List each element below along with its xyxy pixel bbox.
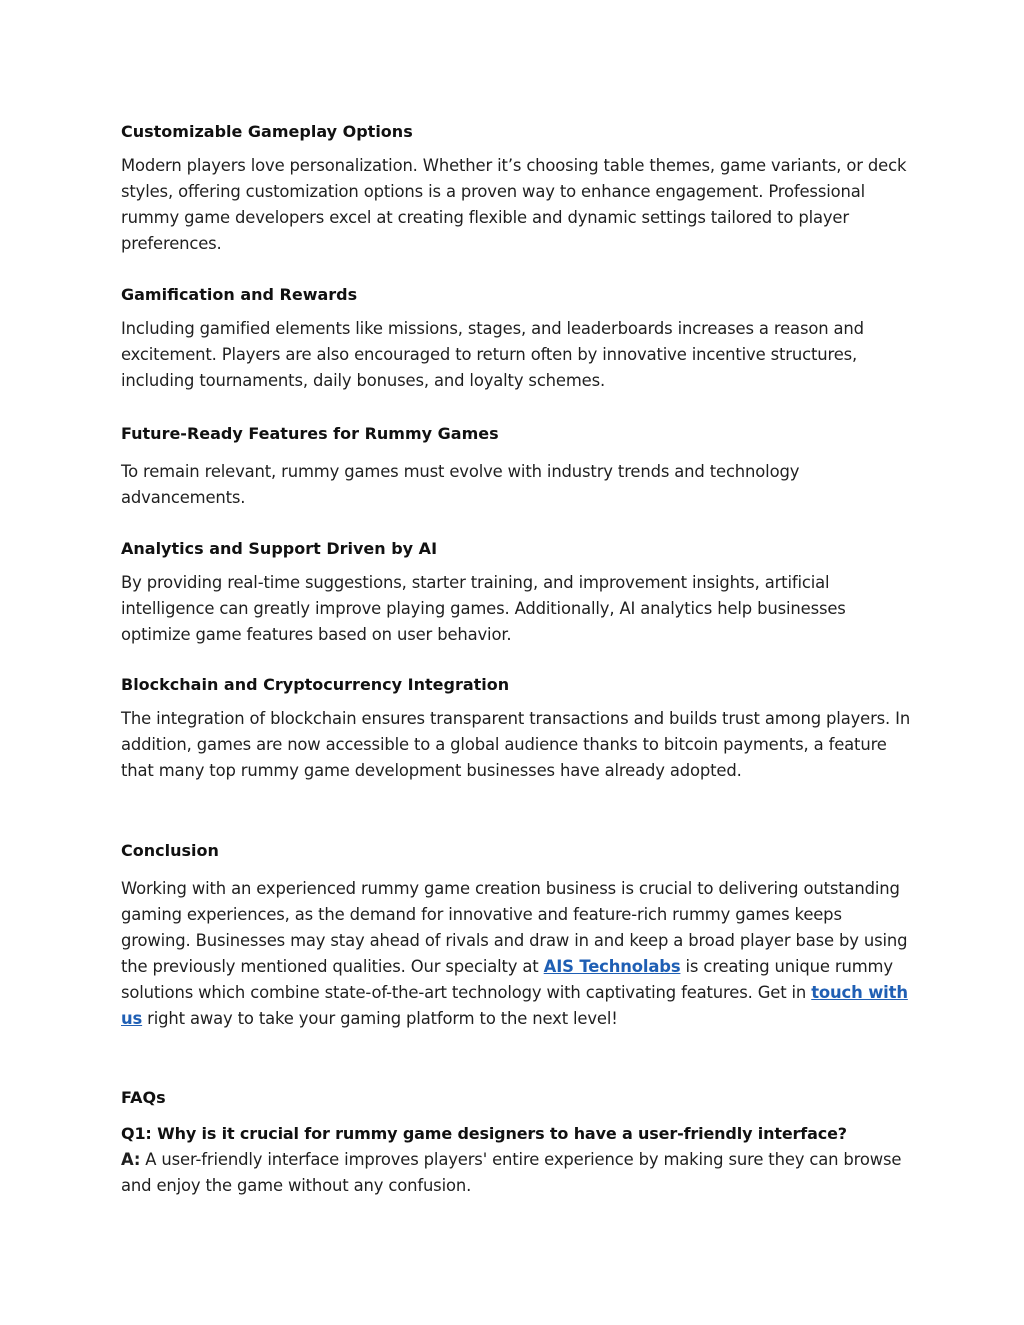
conclusion-heading: Conclusion [121, 841, 219, 860]
section-future-ready [121, 423, 911, 511]
section-blockchain [121, 674, 911, 784]
faq-question: Q1: Why is it crucial for rummy game designers to have a user-friendly interface? [121, 1124, 847, 1143]
section-heading: Customizable Gameplay Options [121, 122, 413, 141]
section-heading: Blockchain and Cryptocurrency Integration [121, 675, 510, 694]
section-faqs [121, 1087, 911, 1199]
section-heading: Gamification and Rewards [121, 285, 358, 304]
conclusion-paragraph [121, 876, 911, 1032]
section-paragraph: By providing real-time suggestions, starter training, and improvement insights, artificial intelligence can greatly improve playing games. Additionally, AI analytics help businesses optimize game features based on user behavior. [121, 573, 846, 644]
faqs-heading: FAQs [121, 1088, 166, 1107]
section-gamification [121, 284, 911, 394]
conclusion-text: Working with an experienced rummy game creation business is crucial to delivering outstanding gaming experiences, as the demand for innovative and feature-rich rummy games keeps growing. Businesses may stay ahead of rivals and draw in and keep a broad player base by using the previously mentioned qualities. Our specialty at [121, 879, 908, 976]
contact-link[interactable]: touch with us [121, 983, 908, 1028]
section-ai-analytics [121, 538, 911, 648]
section-heading: Analytics and Support Driven by AI [121, 539, 438, 558]
faq-answer-text: A user-friendly interface improves players' entire experience by making sure they can browse and enjoy the game without any confusion. [121, 1150, 902, 1195]
section-paragraph: To remain relevant, rummy games must evolve with industry trends and technology advancements. [121, 462, 800, 507]
section-customizable-gameplay [121, 121, 911, 257]
ais-technolabs-link[interactable]: AIS Technolabs [543, 957, 681, 976]
section-paragraph: Including gamified elements like missions, stages, and leaderboards increases a reason and excitement. Players are also encouraged to return often by innovative incentive structures, including tournaments, daily bonuses, and loyalty schemes. [121, 319, 864, 390]
section-paragraph: Modern players love personalization. Whether it’s choosing table themes, game variants, or deck styles, offering customization options is a proven way to enhance engagement. Professional rummy game developers excel at creating flexible and dynamic settings tailored to player preferences. [121, 156, 907, 253]
faq-answer-label: A: [121, 1150, 141, 1169]
section-conclusion [121, 840, 911, 1032]
conclusion-text: right away to take your gaming platform to the next level! [142, 1009, 618, 1028]
section-heading: Future-Ready Features for Rummy Games [121, 424, 499, 443]
section-paragraph: The integration of blockchain ensures transparent transactions and builds trust among players. In addition, games are now accessible to a global audience thanks to bitcoin payments, a feature that many top rummy game development businesses have already adopted. [121, 709, 911, 780]
faq-answer [121, 1147, 911, 1199]
conclusion-text: is creating unique rummy solutions which combine state-of-the-art technology with captivating features. Get in [121, 957, 893, 1002]
